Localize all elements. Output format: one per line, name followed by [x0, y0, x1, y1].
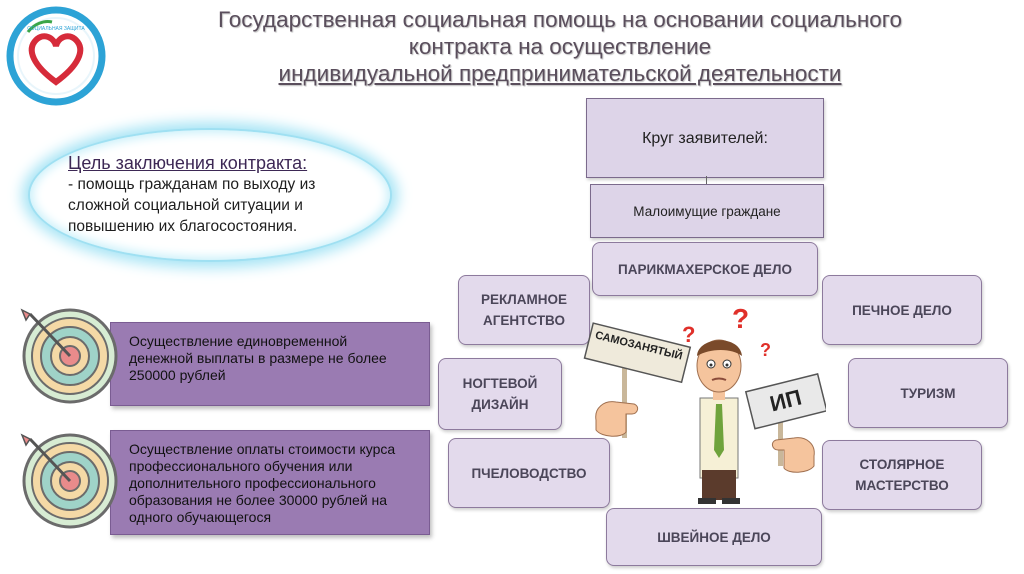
- applicants-value-box: [590, 184, 824, 238]
- panel-line: Осуществление единовременной: [129, 333, 348, 349]
- activity-label: ТУРИЗМ: [900, 385, 956, 401]
- activity-label: МАСТЕРСТВО: [855, 478, 949, 493]
- activity-carpentry: [822, 440, 982, 510]
- target-icon: [16, 300, 124, 408]
- goal-line-3: повышению их благосостояния.: [68, 218, 298, 235]
- target-icon: [16, 425, 124, 533]
- question-mark: ?: [682, 322, 696, 347]
- panel-line: дополнительного профессионального: [129, 475, 376, 491]
- panel-line: профессионального обучения или: [129, 458, 353, 474]
- hand-left: [596, 402, 638, 437]
- activity-label: ПЧЕЛОВОДСТВО: [471, 465, 587, 481]
- title-line-1: Государственная социальная помощь на основании социального: [218, 7, 902, 32]
- activity-label: ПАРИКМАХЕРСКОЕ ДЕЛО: [618, 261, 792, 277]
- panel-line: 250000 рублей: [129, 367, 226, 383]
- self-employed-sign-label: САМОЗАНЯТЫЙ: [593, 329, 684, 363]
- panel-line: денежной выплаты в размере не более: [129, 350, 387, 366]
- ip-sign-label: ИП: [767, 384, 805, 417]
- activity-stove: [822, 275, 982, 345]
- applicants-label-box: [586, 98, 824, 178]
- goal-text: [68, 152, 378, 237]
- activity-sewing: [606, 508, 822, 566]
- svg-text:СОЦИАЛЬНАЯ ЗАЩИТА: СОЦИАЛЬНАЯ ЗАЩИТА: [27, 26, 85, 32]
- goal-line-2: сложной социальной ситуации и: [68, 197, 303, 214]
- panel-line: Осуществление оплаты стоимости курса: [129, 441, 396, 457]
- activity-label: ШВЕЙНОЕ ДЕЛО: [657, 529, 771, 545]
- activity-label: ДИЗАЙН: [471, 397, 529, 412]
- trousers: [702, 470, 736, 500]
- connector-line: [706, 176, 707, 184]
- activity-tourism: [848, 358, 1008, 428]
- activity-label: НОГТЕВОЙ: [462, 376, 538, 391]
- activity-label: ПЕЧНОЕ ДЕЛО: [852, 302, 952, 318]
- panel-line: одного обучающегося: [129, 509, 272, 525]
- question-mark: ?: [732, 303, 750, 334]
- goal-title: Цель заключения контракта:: [68, 153, 308, 173]
- payment-panel-training: [110, 430, 430, 535]
- title-line-3: индивидуальной предпринимательской деятельности: [278, 61, 842, 86]
- activity-advertising: [458, 275, 590, 345]
- activity-nail-design: [438, 358, 562, 430]
- title-line-2: контракта на осуществление: [408, 34, 712, 59]
- applicants-value: Малоимущие граждане: [633, 203, 781, 219]
- page-title: [150, 6, 970, 87]
- activity-hairdressing: [592, 242, 818, 296]
- social-protection-logo: [4, 4, 108, 108]
- goal-line-1: - помощь гражданам по выходу из: [68, 176, 316, 193]
- payment-panel-lump-sum: [110, 322, 430, 406]
- activity-label: АГЕНТСТВО: [483, 313, 565, 328]
- panel-line: образования не более 30000 рублей на: [129, 492, 388, 508]
- applicants-label: Круг заявителей:: [642, 129, 768, 147]
- question-mark: ?: [760, 340, 771, 360]
- activity-label: РЕКЛАМНОЕ: [481, 292, 567, 307]
- activity-label: СТОЛЯРНОЕ: [859, 457, 945, 472]
